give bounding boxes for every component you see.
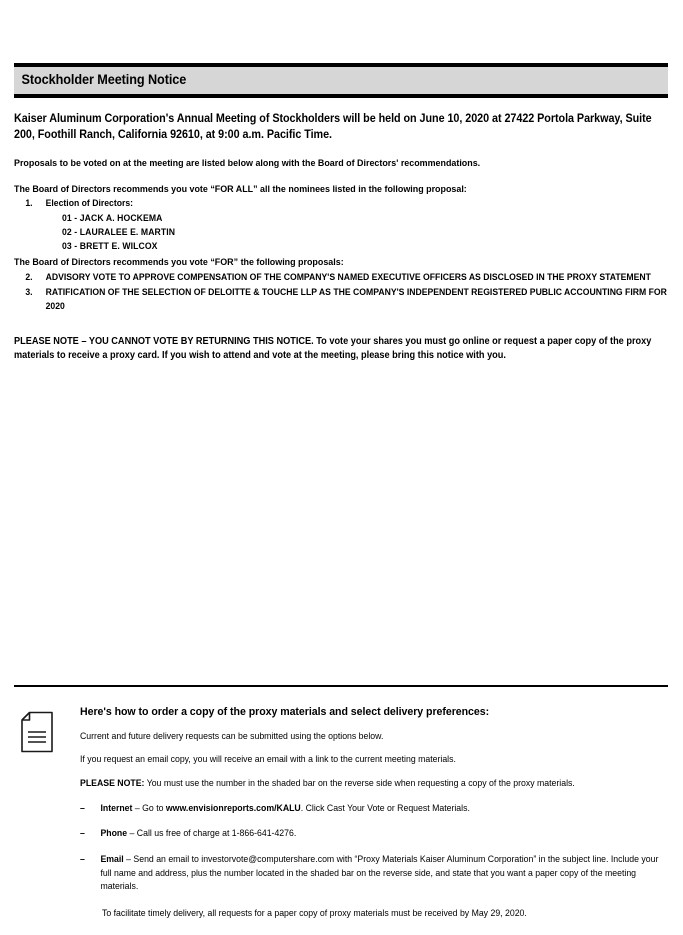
closing-deadline-line: To facilitate timely delivery, all requests for a paper copy of proxy materials must be received by May 29, 2020. bbox=[102, 906, 527, 918]
proposal-item-2 bbox=[14, 271, 669, 285]
contact-label: Internet bbox=[100, 801, 133, 813]
proposal-item-1 bbox=[14, 197, 669, 211]
proposal-text: RATIFICATION OF THE SELECTION OF DELOITTE & TOUCHE LLP AS THE COMPANY'S INDEPENDENT REGISTERED PUBLIC ACCOUNTING FIRM FOR 2020 bbox=[45, 286, 667, 311]
contact-method-internet bbox=[80, 801, 668, 815]
contact-pre: – Call us free of charge at 1-866-641-4276. bbox=[127, 827, 297, 839]
recommendation-for: The Board of Directors recommends you vote “FOR” the following proposals: bbox=[14, 257, 344, 269]
please-note-rest: You must use the number in the shaded bar on the reverse side when requesting a copy of the proxy materials. bbox=[144, 776, 575, 788]
internet-url[interactable]: www.envisionreports.com/KALU bbox=[165, 801, 301, 813]
recommendation-for-all: The Board of Directors recommends you vote “FOR ALL” all the nominees listed in the following proposal: bbox=[14, 183, 467, 195]
contact-text bbox=[100, 801, 667, 815]
please-note-label: PLEASE NOTE: bbox=[80, 776, 145, 788]
contact-label: Email bbox=[100, 853, 124, 865]
bullet-dash-icon: – bbox=[80, 801, 85, 813]
order-instructions-section bbox=[14, 703, 668, 919]
proposals-intro: Proposals to be voted on at the meeting are listed below along with the Board of Directors' recommendations. bbox=[14, 158, 481, 170]
notice-page bbox=[0, 63, 683, 935]
bullet-dash-icon: – bbox=[80, 827, 85, 839]
contact-post: . Click Cast Your Vote or Request Materials. bbox=[300, 801, 470, 813]
email-copy-note: If you request an email copy, you will receive an email with a link to the current meeting materials. bbox=[80, 752, 456, 764]
order-instructions-body bbox=[80, 703, 668, 919]
proposal-number: 1. bbox=[25, 197, 33, 208]
page-title: Stockholder Meeting Notice bbox=[21, 72, 187, 87]
order-heading: Here's how to order a copy of the proxy materials and select delivery preferences: bbox=[80, 706, 490, 718]
proposal-number: 2. bbox=[25, 271, 33, 282]
document-icon bbox=[14, 703, 80, 753]
nominee-2: 02 - LAURALEE E. MARTIN bbox=[62, 227, 176, 238]
proposal-text: ADVISORY VOTE TO APPROVE COMPENSATION OF THE COMPANY'S NAMED EXECUTIVE OFFICERS AS DISCLOSED IN THE PROXY STATEMENT bbox=[45, 271, 651, 282]
bullet-dash-icon: – bbox=[80, 853, 85, 865]
nominee-3: 03 - BRETT E. WILCOX bbox=[62, 241, 158, 252]
contact-method-email bbox=[80, 852, 668, 893]
contact-text bbox=[100, 826, 667, 840]
contact-label: Phone bbox=[100, 827, 128, 839]
contact-pre: – Send an email to investorvote@computershare.com with “Proxy Materials Kaiser Aluminum Corporation” in the subject line. Include your full name and address, plus the number located in the shaded bar on the reverse side, and state that you want a paper copy of the meeting materials. bbox=[100, 853, 659, 892]
order-please-note bbox=[80, 776, 668, 789]
nominee-1: 01 - JACK A. HOCKEMA bbox=[62, 212, 163, 223]
meeting-statement: Kaiser Aluminum Corporation's Annual Meeting of Stockholders will be held on June 10, 2020 at 27422 Portola Parkway, Suite 200, Foothill Ranch, California 92610, at 9:00 a.m. Pacific Time. bbox=[14, 111, 652, 142]
order-subtext: Current and future delivery requests can be submitted using the options below. bbox=[80, 730, 384, 742]
contact-text bbox=[100, 852, 667, 893]
please-note-paragraph: PLEASE NOTE – YOU CANNOT VOTE BY RETURNING THIS NOTICE. To vote your shares you must go online or request a paper copy of the proxy materials to receive a proxy card. If you wish to attend and vote at the meeting, please bring this notice with you. bbox=[14, 335, 652, 362]
contact-pre: – Go to bbox=[132, 801, 166, 813]
notice-header-banner bbox=[14, 63, 668, 98]
proposal-text: Election of Directors: bbox=[45, 197, 134, 208]
contact-method-phone bbox=[80, 826, 668, 840]
proposal-item-3 bbox=[14, 286, 669, 314]
proposal-number: 3. bbox=[25, 286, 33, 297]
section-divider bbox=[14, 685, 668, 687]
